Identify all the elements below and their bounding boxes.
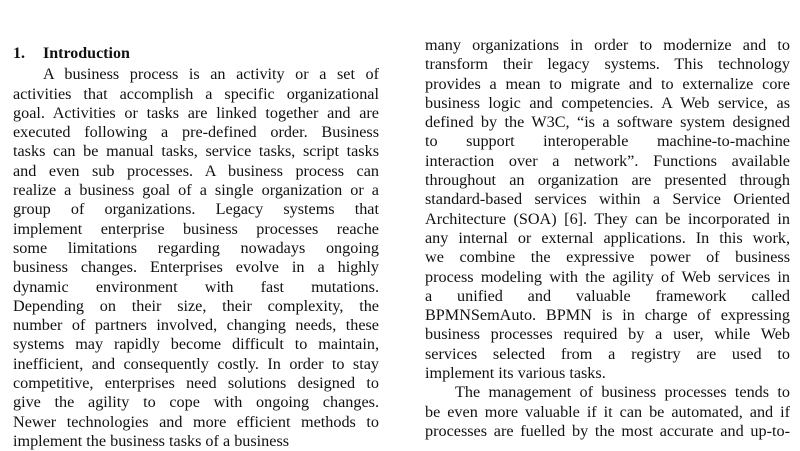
text-line: services selected from a registry are used to — [425, 344, 790, 363]
text-line: number of partners involved, changing needs, these — [13, 316, 379, 335]
text-line: business logic and competencies. A Web service, as — [425, 93, 790, 112]
text-line: defined by the W3C, “is a software system designed — [425, 113, 790, 132]
text-line: standard-based services within a Service Oriented — [425, 190, 790, 209]
text-line: transform their legacy systems. This technology — [425, 55, 790, 74]
text-line: processes are fuelled by the most accurate and up-to- — [425, 421, 790, 440]
text-line: activities that accomplish a specific organizational — [13, 84, 379, 103]
text-line: some limitations regarding nowadays ongoing — [13, 238, 379, 257]
text-line: implement enterprise business processes reache — [13, 219, 379, 238]
text-line: interaction over a network”. Functions available — [425, 151, 790, 170]
text-line-clipped: implement the business tasks of a business — [13, 431, 290, 450]
text-line: A business process is an activity or a set of — [43, 65, 379, 84]
text-line: Depending on their size, their complexity, the — [13, 296, 379, 315]
text-line: to support interoperable machine-to-machine — [425, 132, 790, 151]
text-line: process modeling with the agility of Web services in — [425, 267, 790, 286]
text-line: systems may rapidly become difficult to maintain, — [13, 335, 379, 354]
left-column — [13, 44, 379, 451]
text-line: inefficient, and consequently costly. In order to stay — [13, 354, 379, 373]
text-line: The management of business processes tends to — [455, 383, 790, 402]
text-line: throughout an organization are presented through — [425, 171, 790, 190]
text-line: business processes required by a user, while Web — [425, 325, 790, 344]
paragraph-management — [425, 383, 790, 441]
text-line: give the agility to cope with ongoing changes. — [13, 393, 379, 412]
text-line: a unified and valuable framework called — [425, 286, 790, 305]
text-line: implement its various tasks. — [425, 364, 606, 383]
text-line: Newer technologies and more efficient methods to — [13, 412, 379, 431]
text-line: we combine the expressive power of business — [425, 248, 790, 267]
text-line: dynamic environment with fast mutations. — [13, 277, 379, 296]
intro-paragraph — [13, 65, 379, 451]
text-line: tasks can be manual tasks, service tasks, script tasks — [13, 142, 379, 161]
text-line: and even sub processes. A business process can — [13, 161, 379, 180]
text-line: Architecture (SOA) [6]. They can be incorporated in — [425, 209, 790, 228]
text-line: any internal or external applications. In this work, — [425, 228, 790, 247]
text-line: goal. Activities or tasks are linked together and are — [13, 103, 379, 122]
text-line: group of organizations. Legacy systems that — [13, 200, 379, 219]
text-line: be even more valuable if it can be automated, and if — [425, 402, 790, 421]
text-line: competitive, enterprises need solutions designed to — [13, 374, 379, 393]
right-column — [425, 36, 790, 441]
text-line: business changes. Enterprises evolve in a highly — [13, 258, 379, 277]
text-line: BPMNSemAuto. BPMN is in charge of expressing — [425, 306, 790, 325]
text-line: provides a mean to migrate and to externalize core — [425, 74, 790, 93]
text-line: many organizations in order to modernize and to — [425, 36, 790, 54]
section-title: Introduction — [43, 45, 130, 62]
text-line: realize a business goal of a single organization or a — [13, 181, 379, 200]
section-heading — [13, 44, 379, 63]
section-number: 1. — [13, 45, 25, 62]
paragraph-continued — [425, 36, 790, 383]
text-line: executed following a pre-defined order. Business — [13, 123, 379, 142]
